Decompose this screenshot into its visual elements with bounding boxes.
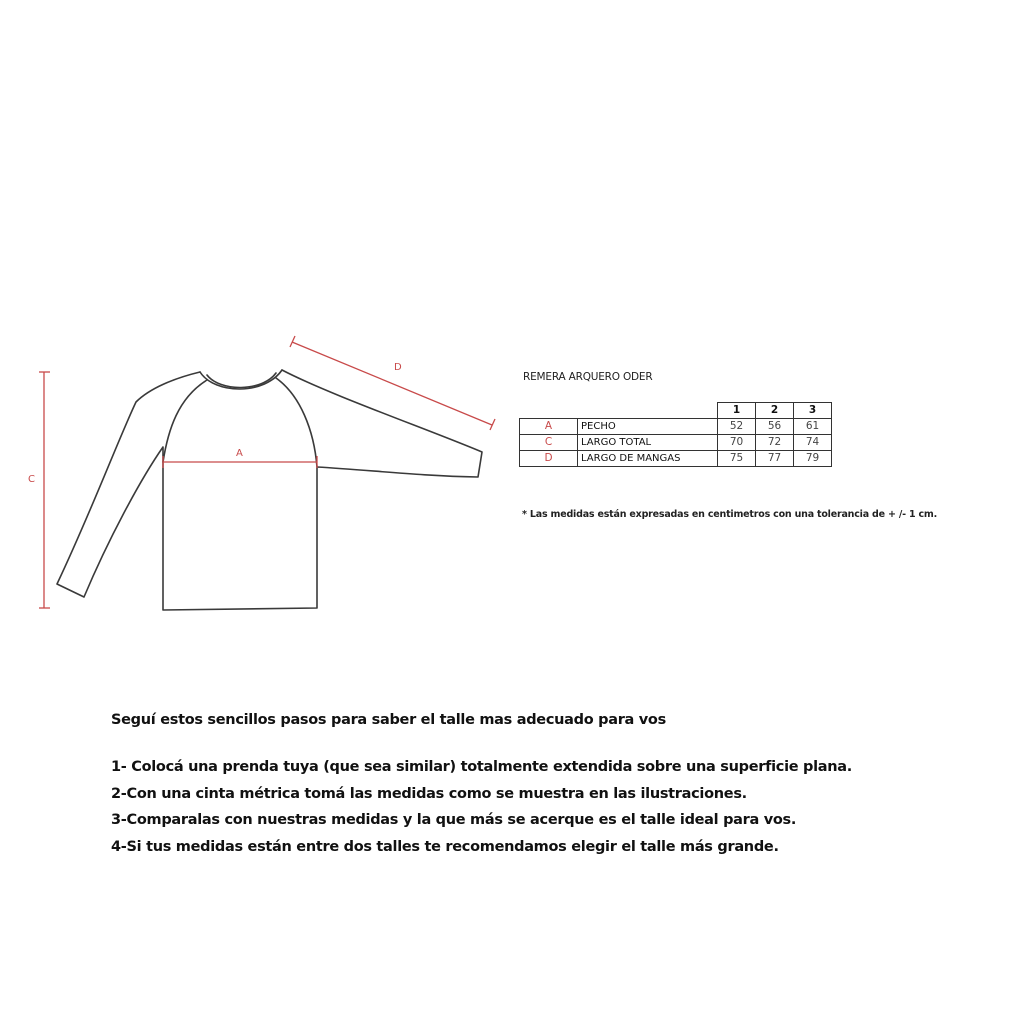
shirt-outline bbox=[57, 370, 482, 610]
size-table bbox=[519, 402, 832, 467]
row-value: 70 bbox=[718, 435, 756, 451]
row-value: 52 bbox=[718, 419, 756, 435]
shirt-body bbox=[57, 370, 482, 610]
row-value: 79 bbox=[794, 451, 832, 467]
row-value: 74 bbox=[794, 435, 832, 451]
instructions bbox=[111, 712, 991, 865]
shirt-raglan-seam-right bbox=[276, 378, 317, 467]
dimension-c-label: C bbox=[28, 474, 35, 485]
row-value: 61 bbox=[794, 419, 832, 435]
dimension-a-label: A bbox=[236, 448, 243, 459]
row-measure: LARGO TOTAL bbox=[578, 435, 718, 451]
instruction-step: 2-Con una cinta métrica tomá las medidas como se muestra en las ilustraciones. bbox=[111, 785, 747, 802]
dimension-d-line bbox=[292, 342, 492, 425]
shirt-raglan-seam-left bbox=[163, 380, 207, 462]
table-title: REMERA ARQUERO ODER bbox=[523, 371, 653, 383]
row-value: 72 bbox=[756, 435, 794, 451]
tolerance-footnote: * Las medidas están expresadas en centimetros con una tolerancia de + /- 1 cm. bbox=[522, 509, 938, 520]
dimension-d-label: D bbox=[394, 362, 402, 373]
row-key: D bbox=[520, 451, 578, 467]
row-measure: PECHO bbox=[578, 419, 718, 435]
table-row bbox=[520, 451, 832, 467]
table-row bbox=[520, 419, 832, 435]
instructions-intro: Seguí estos sencillos pasos para saber el talle mas adecuado para vos bbox=[111, 712, 666, 728]
instruction-step: 1- Colocá una prenda tuya (que sea similar) totalmente extendida sobre una superficie plana. bbox=[111, 759, 852, 775]
size-header-3: 3 bbox=[794, 403, 832, 419]
dimension-d-tick-start bbox=[290, 336, 295, 347]
row-value: 75 bbox=[718, 451, 756, 467]
instruction-step: 3-Comparalas con nuestras medidas y la que más se acerque es el talle ideal para vos. bbox=[111, 812, 797, 828]
row-key: A bbox=[520, 419, 578, 435]
header-blank-key bbox=[520, 403, 578, 419]
row-value: 56 bbox=[756, 419, 794, 435]
row-measure: LARGO DE MANGAS bbox=[578, 451, 718, 467]
instruction-step: 4-Si tus medidas están entre dos talles te recomendamos elegir el talle más grande. bbox=[111, 838, 779, 855]
header-blank-measure bbox=[578, 403, 718, 419]
row-key: C bbox=[520, 435, 578, 451]
dimension-lines bbox=[39, 336, 495, 608]
table-row bbox=[520, 435, 832, 451]
row-value: 77 bbox=[756, 451, 794, 467]
size-header-2: 2 bbox=[756, 403, 794, 419]
size-header-1: 1 bbox=[718, 403, 756, 419]
size-header-row bbox=[520, 403, 832, 419]
